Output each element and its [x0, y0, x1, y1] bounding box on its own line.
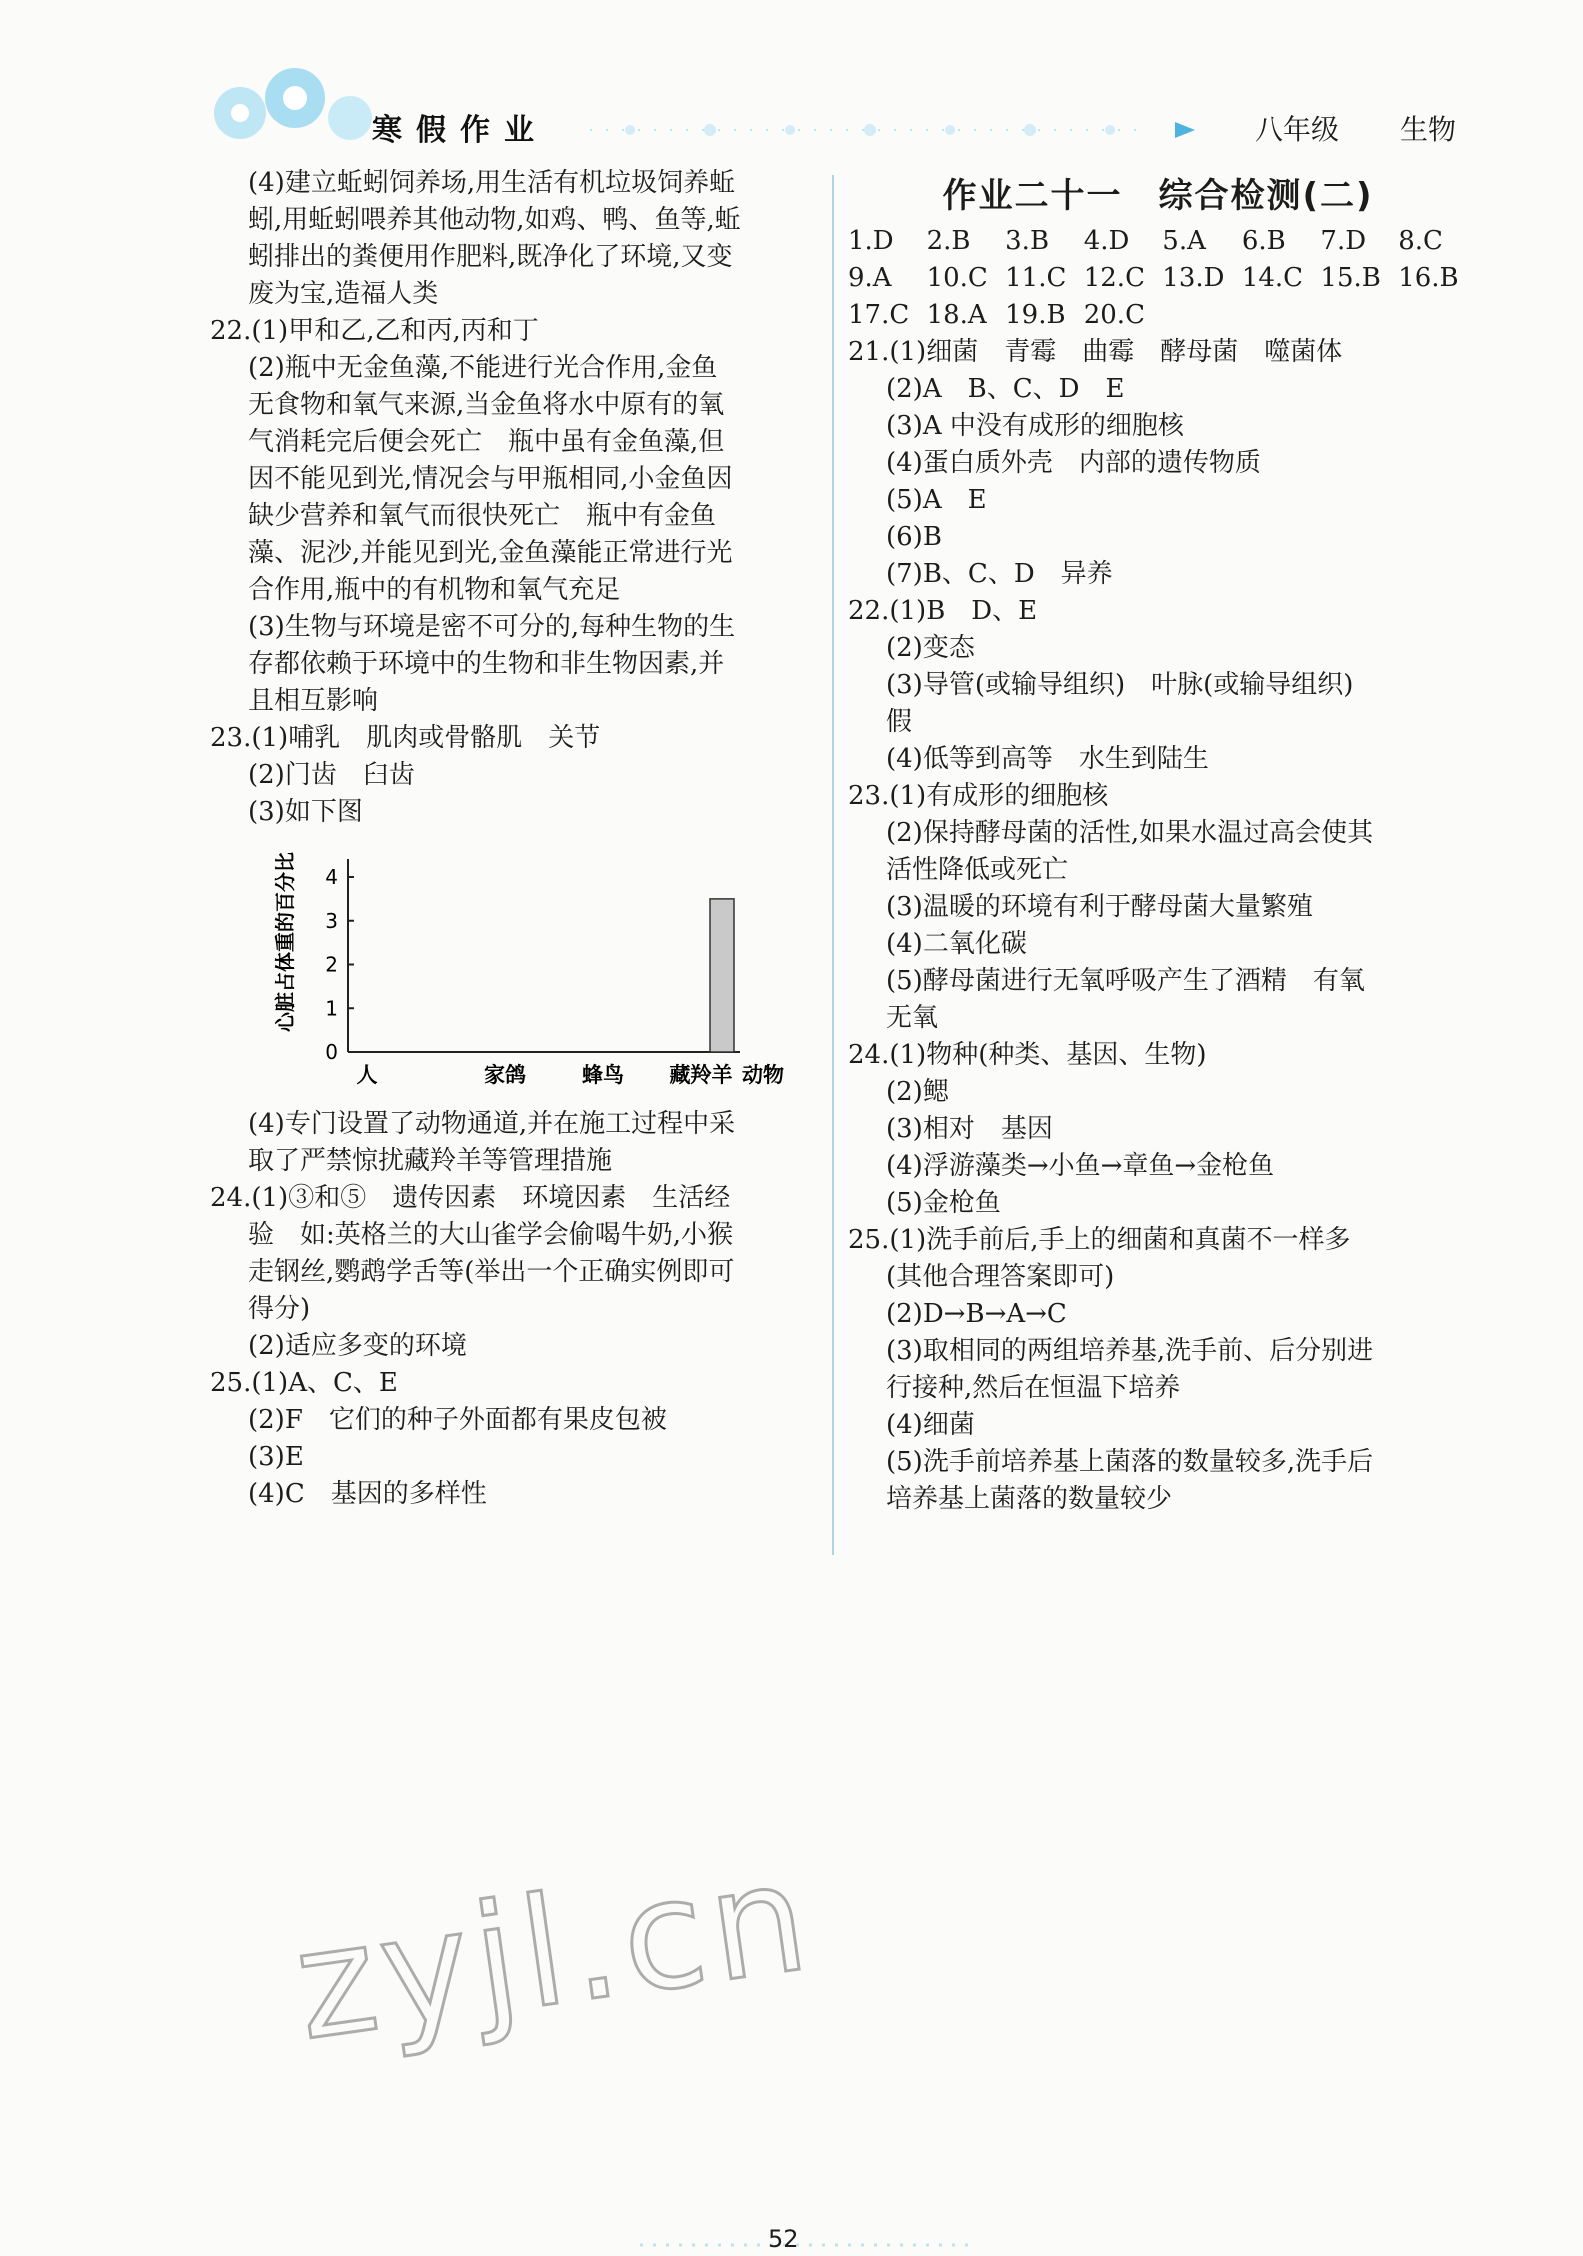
mc-answer: 7.D: [1320, 226, 1367, 256]
answer-22-2: (2)变态: [886, 633, 975, 663]
y-tick-label: 4: [325, 865, 338, 889]
x-category-label: 藏羚羊: [669, 1063, 733, 1087]
question-22: [210, 313, 820, 350]
answer-text: (1)有成形的细胞核: [889, 781, 1109, 811]
text-line: 取了严禁惊扰藏羚羊等管理措施: [248, 1146, 613, 1176]
answer-23-2: (2)门齿 臼齿: [248, 760, 415, 790]
mc-answer: 2.B: [926, 226, 971, 256]
answer-block-22-3: [848, 667, 1468, 741]
answer-21-3: (3)A 中没有成形的细胞核: [886, 411, 1184, 441]
answer-block-23-2: [848, 815, 1468, 889]
answer-text: (1)A、C、E: [251, 1368, 398, 1398]
text-line: (2)保持酵母菌的活性,如果水温过高会使其: [886, 818, 1374, 848]
answer-text: (1)哺乳 肌肉或骨骼肌 关节: [251, 723, 601, 753]
answer-25-4: (4)细菌: [886, 1410, 975, 1440]
question-number: 24.: [848, 1040, 890, 1070]
answer-25-2: (2)D→B→A→C: [886, 1299, 1067, 1329]
bars: [710, 899, 734, 1052]
answer-23-4: (4)二氧化碳: [886, 929, 1027, 959]
answer-24-5: (5)金枪鱼: [886, 1188, 1001, 1218]
answer-21-2: (2)A B、C、D E: [886, 374, 1125, 404]
answer-block-22-3: [210, 609, 820, 720]
question-23: [210, 720, 820, 757]
answer-21-7: (7)B、C、D 异养: [886, 559, 1113, 589]
x-category-label: 人: [356, 1063, 378, 1087]
mc-answer: 10.C: [926, 263, 988, 293]
text-line: 蚓,用蚯蚓喂养其他动物,如鸡、鸭、鱼等,蚯: [248, 205, 741, 235]
answer-block-22-2: [210, 350, 820, 609]
text-line: 废为宝,造福人类: [248, 279, 439, 309]
question-number: 22.: [210, 316, 252, 346]
text-line: (5)洗手前培养基上菌落的数量较多,洗手后: [886, 1447, 1374, 1477]
question-23: [848, 778, 1468, 815]
question-number: 25.: [210, 1368, 252, 1398]
answer-25-2: (2)F 它们的种子外面都有果皮包被: [248, 1405, 667, 1435]
answer-block-23-5: [848, 963, 1468, 1037]
answer-text: (1)物种(种类、基因、生物): [889, 1040, 1207, 1070]
question-24: [848, 1037, 1468, 1074]
text-line: 活性降低或死亡: [886, 855, 1069, 885]
right-column: [848, 165, 1468, 1518]
question-25: [848, 1222, 1468, 1259]
section-title: 作业二十一 综合检测(二): [942, 176, 1374, 216]
mc-answer: 17.C: [848, 300, 910, 330]
answer-block-25-1: [848, 1259, 1468, 1296]
text-line: 存都依赖于环境中的生物和非生物因素,并: [248, 649, 725, 679]
text-line: 走钢丝,鹦鹉学舌等(举出一个正确实例即可: [248, 1257, 735, 1287]
x-categories: [357, 1063, 733, 1087]
subject-label: 生物: [1400, 113, 1457, 146]
mc-answer: 8.C: [1398, 226, 1443, 256]
text-line: 蚓排出的粪便用作肥料,既净化了环境,又变: [248, 242, 733, 272]
mc-answer: 18.A: [926, 300, 987, 330]
question-21: [848, 334, 1468, 371]
mc-answer: 4.D: [1083, 226, 1130, 256]
answer-24-2: (2)适应多变的环境: [248, 1331, 467, 1361]
mc-answer: 11.C: [1005, 263, 1067, 293]
column-divider: [832, 175, 834, 1555]
answer-21-5: (5)A E: [886, 485, 987, 515]
text-line: (其他合理答案即可): [886, 1262, 1115, 1292]
dotted-rule-decoration: [590, 120, 1200, 140]
text-line: (2)瓶中无金鱼藻,不能进行光合作用,金鱼: [248, 353, 718, 383]
x-category-label: 家鸽: [484, 1063, 526, 1087]
x-axis-label: 动物: [742, 1063, 784, 1087]
mc-answer: 19.B: [1005, 300, 1066, 330]
mc-answer: 14.C: [1241, 263, 1304, 293]
answer-24-4: (4)浮游藻类→小鱼→章鱼→金枪鱼: [886, 1151, 1275, 1181]
text-line: (3)导管(或输导组织) 叶脉(或输导组织): [886, 670, 1354, 700]
answer-text: (1)洗手前后,手上的细菌和真菌不一样多: [889, 1225, 1351, 1255]
question-25: [210, 1365, 820, 1402]
text-line: 缺少营养和氧气而很快死亡 瓶中有金鱼: [248, 501, 717, 531]
mc-answer: 20.C: [1083, 300, 1145, 330]
heart-weight-chart: [270, 837, 790, 1102]
answer-text: (1)甲和乙,乙和丙,丙和丁: [251, 316, 539, 346]
y-tick-label: 0: [325, 1040, 338, 1064]
footer-dots-decoration: [640, 2238, 970, 2252]
x-category-label: 蜂鸟: [582, 1063, 624, 1087]
watermark-text: zyjl.cn: [285, 1829, 823, 2075]
mc-answer: 15.B: [1320, 263, 1381, 293]
text-line: (4)专门设置了动物通道,并在施工过程中采: [248, 1109, 736, 1139]
multiple-choice-answers: [848, 223, 1468, 334]
answer-block-23-4: [210, 1106, 820, 1180]
book-title: 寒假作业: [372, 113, 548, 148]
answer-block-25-5: [848, 1444, 1468, 1518]
grade-label: 八年级: [1255, 113, 1340, 146]
answer-text: (1)B D、E: [889, 596, 1038, 626]
y-axis-label: 心脏占体重的百分比: [273, 852, 297, 1032]
question-22: [848, 593, 1468, 630]
text-line: 藻、泥沙,并能见到光,金鱼藻能正常进行光: [248, 538, 733, 568]
text-line: (3)生物与环境是密不可分的,每种生物的生: [248, 612, 736, 642]
answer-text: (1)③和⑤ 遗传因素 环境因素 生活经: [251, 1183, 731, 1213]
text-line: 无食物和氧气来源,当金鱼将水中原有的氧: [248, 390, 725, 420]
text-line: 合作用,瓶中的有机物和氧气充足: [248, 575, 621, 605]
y-tick-label: 1: [325, 996, 338, 1021]
answer-23-3: (3)温暖的环境有利于酵母菌大量繁殖: [886, 892, 1313, 922]
mc-answer: 16.B: [1398, 263, 1459, 293]
text-line: (4)建立蚯蚓饲养场,用生活有机垃圾饲养蚯: [248, 168, 736, 198]
text-line: 验 如:英格兰的大山雀学会偷喝牛奶,小猴: [248, 1220, 734, 1250]
text-line: 气消耗完后便会死亡 瓶中虽有金鱼藻,但: [248, 427, 725, 457]
text-line: 且相互影响: [248, 686, 379, 716]
question-number: 22.: [848, 596, 890, 626]
answer-block-25-3: [848, 1333, 1468, 1407]
answer-24-2: (2)鳃: [886, 1077, 949, 1107]
left-column: [210, 165, 820, 1513]
answer-23-3: (3)如下图: [248, 797, 363, 827]
answer-block-24-1: [210, 1217, 820, 1328]
text-line: 得分): [248, 1294, 311, 1324]
mc-answer: 5.A: [1162, 226, 1206, 256]
text-line: 行接种,然后在恒温下培养: [886, 1373, 1181, 1403]
y-tick-label: 2: [325, 952, 338, 977]
text-line: 培养基上菌落的数量较少: [886, 1484, 1173, 1514]
question-number: 21.: [848, 337, 890, 367]
mc-answer: 3.B: [1005, 226, 1050, 256]
mc-answer: 6.B: [1241, 226, 1286, 256]
text-line: (3)取相同的两组培养基,洗手前、后分别进: [886, 1336, 1374, 1366]
y-tick-label: 3: [325, 908, 338, 933]
mc-answer: 1.D: [848, 226, 894, 256]
y-ticks: [325, 865, 354, 1064]
question-24: [210, 1180, 820, 1217]
answer-25-4: (4)C 基因的多样性: [248, 1479, 487, 1509]
question-number: 23.: [848, 781, 890, 811]
mc-answer: 13.D: [1162, 263, 1225, 293]
cartoon-logo-icon: [200, 58, 380, 158]
answer-21-4: (4)蛋白质外壳 内部的遗传物质: [886, 448, 1261, 478]
question-number: 25.: [848, 1225, 890, 1255]
question-number: 23.: [210, 723, 252, 753]
text-line: (5)酵母菌进行无氧呼吸产生了酒精 有氧: [886, 966, 1365, 996]
answer-block-21-4: [210, 165, 820, 313]
chart-svg: [270, 837, 790, 1102]
mc-answer: 9.A: [848, 263, 892, 293]
answer-text: (1)细菌 青霉 曲霉 酵母菌 噬菌体: [889, 337, 1343, 367]
bar-3: [710, 899, 734, 1052]
page-header: [0, 0, 1583, 175]
page-number: 52: [768, 2225, 799, 2253]
answer-22-4: (4)低等到高等 水生到陆生: [886, 744, 1209, 774]
text-line: 无氧: [886, 1003, 939, 1033]
text-line: 假: [886, 707, 913, 737]
answer-21-6: (6)B: [886, 522, 942, 552]
answer-24-3: (3)相对 基因: [886, 1114, 1053, 1144]
text-line: 因不能见到光,情况会与甲瓶相同,小金鱼因: [248, 464, 733, 494]
answer-25-3: (3)E: [248, 1442, 304, 1472]
question-number: 24.: [210, 1183, 252, 1213]
mc-answer: 12.C: [1083, 263, 1145, 293]
